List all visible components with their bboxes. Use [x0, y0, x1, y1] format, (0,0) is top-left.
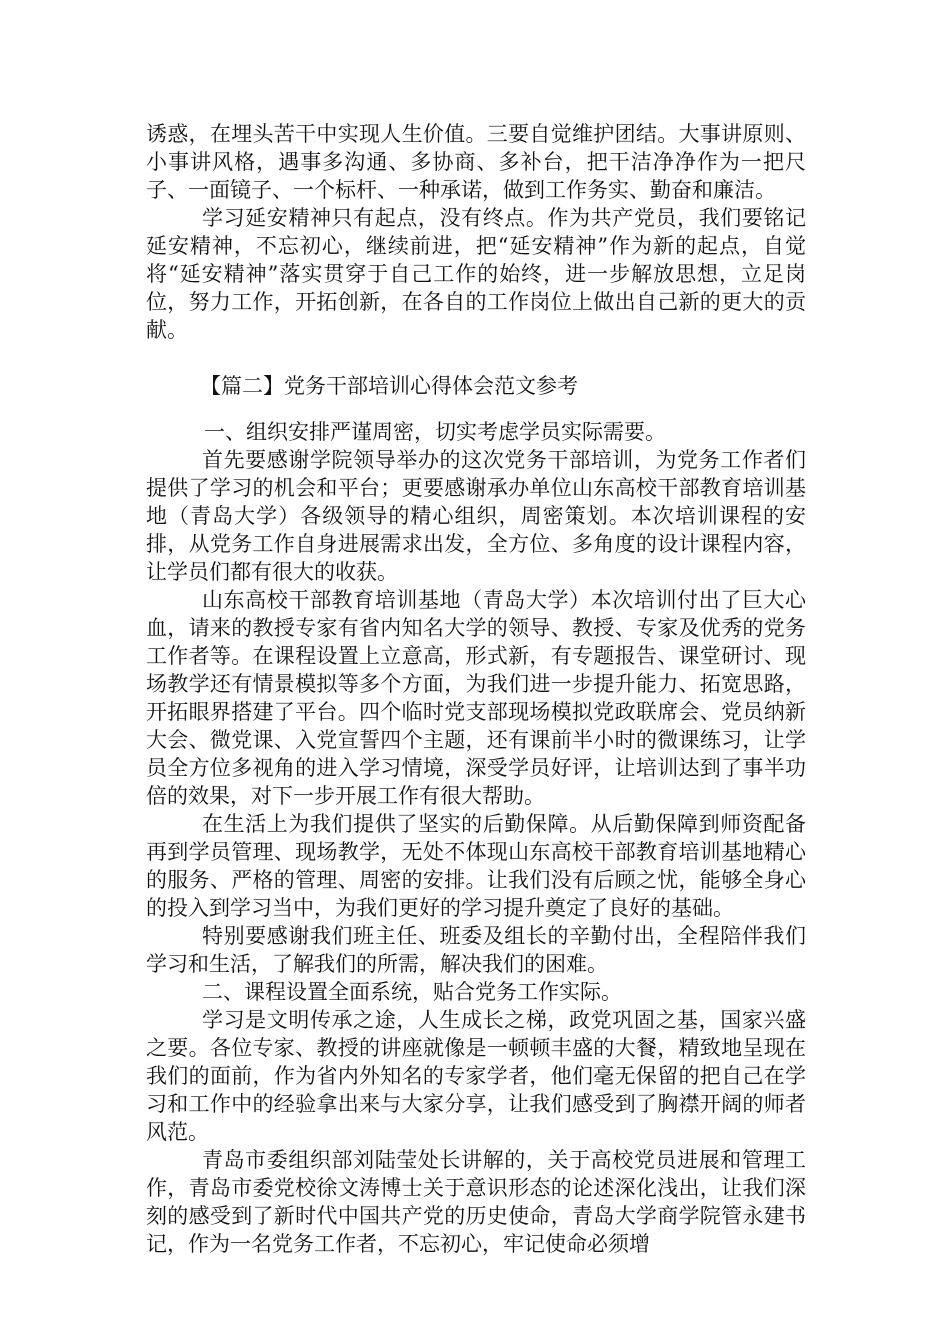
paragraph-learning: 学习是文明传承之途，人生成长之梯，政党巩固之基，国家兴盛之要。各位专家、教授的讲座就像是一顿顿丰盛的大餐，精致地呈现在我们的面前，作为省内外知名的专家学者，他们毫无保留的把自己在学习和工作中的经验拿出来与大家分享，让我们感受到了胸襟开阔的师者风范。	[146, 1008, 806, 1144]
subsection-heading-2: 二、课程设置全面系统，贴合党务工作实际。	[202, 980, 622, 1004]
paragraph-class-teacher: 特别要感谢我们班主任、班委及组长的辛勤付出，全程陪伴我们学习和生活，了解我们的所需，解决我们的困难。	[146, 924, 806, 976]
paragraph-yanan-spirit: 学习延安精神只有起点，没有终点。作为共产党员，我们要铭记延安精神，不忘初心，继续前进，把“延安精神”作为新的起点，自觉将“延安精神”落实贯穿于自己工作的始终，进一步解放思想，立足岗位，努力工作，开拓创新，在各自的工作岗位上做出自己新的更大的贡献。	[146, 206, 806, 342]
paragraph-thanks: 首先要感谢学院领导举办的这次党务干部培训，为党务工作者们提供了学习的机会和平台；更要感谢承办单位山东高校干部教育培训基地（青岛大学）各级领导的精心组织，周密策划。本次培训课程的安排，从党务工作自身进展需求出发，全方位、多角度的设计课程内容，让学员们都有很大的收获。	[146, 448, 806, 584]
paragraph-lecturers: 青岛市委组织部刘陆莹处长讲解的，关于高校党员进展和管理工作，青岛市委党校徐文涛博士关于意识形态的论述深化浅出，让我们深刻的感受到了新时代中国共产党的历史使命，青岛大学商学院管永建书记，作为一名党务工作者，不忘初心，牢记使命必须增	[146, 1148, 806, 1256]
document-page	[146, 120, 806, 1258]
paragraph-logistics: 在生活上为我们提供了坚实的后勤保障。从后勤保障到师资配备再到学员管理、现场教学，无处不体现山东高校干部教育培训基地精心的服务、严格的管理、周密的安排。让我们没有后顾之忧，能够全身心的投入到学习当中，为我们更好的学习提升奠定了良好的基础。	[146, 812, 806, 920]
subsection-heading-1: 一、组织安排严谨周密，切实考虑学员实际需要。	[204, 420, 666, 444]
paragraph-continuation: 诱惑，在埋头苦干中实现人生价值。三要自觉维护团结。大事讲原则、小事讲风格，遇事多沟通、多协商、多补台，把干洁净净作为一把尺子、一面镜子、一个标杆、一种承诺，做到工作务实、勤奋和廉洁。	[146, 122, 806, 202]
paragraph-training-base: 山东高校干部教育培训基地（青岛大学）本次培训付出了巨大心血，请来的教授专家有省内知名大学的领导、教授、专家及优秀的党务工作者等。在课程设置上立意高，形式新，有专题报告、课堂研讨、现场教学还有情景模拟等多个方面，为我们进一步提升能力、拓宽思路，开拓眼界搭建了平台。四个临时党支部现场模拟党政联席会、党员纳新大会、微党课、入党宣誓四个主题，还有课前半小时的微课练习，让学员全方位多视角的进入学习情境，深受学员好评，让培训达到了事半功倍的效果，对下一步开展工作有很大帮助。	[146, 588, 806, 808]
section-heading: 【篇二】党务干部培训心得体会范文参考	[200, 374, 578, 398]
